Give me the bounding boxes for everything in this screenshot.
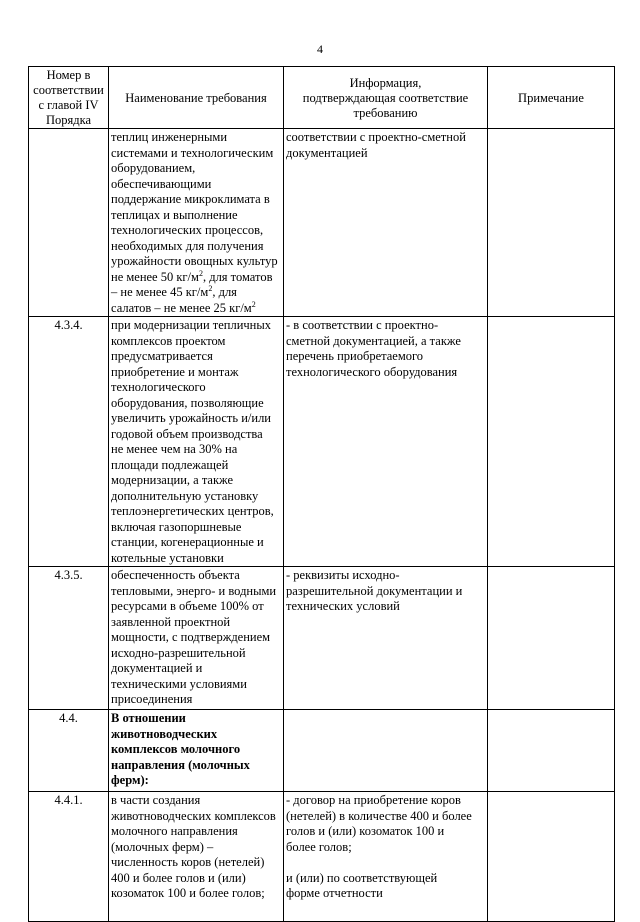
header-requirement-name: Наименование требования [109,67,284,129]
confirming-info: - реквизиты исходно- разрешительной документации и технических условий [284,567,488,710]
table-row [29,129,615,317]
note-cell [488,317,615,567]
requirement-name: обеспеченность объекта тепловыми, энерго- и водными ресурсами в объеме 100% от заявленной проектной мощности, с подтверждением исходно-разрешительной документацией и техническими условиями присоединения [109,567,284,710]
row-number: 4.3.4. [29,317,109,567]
confirming-info: - в соответствии с проектно- сметной документацией, а также перечень приобретаемого технологического оборудования [284,317,488,567]
row-number [29,129,109,317]
note-cell [488,710,615,792]
row-number: 4.3.5. [29,567,109,710]
requirement-name: при модернизации тепличных комплексов проектом предусматривается приобретение и монтаж технологического оборудования, позволяющие увеличить урожайность и/или годовой объем производства не менее чем на 30% на площади подлежащей модернизации, а также дополнительную установку теплоэнергетических центров, включая газопоршневые станции, когенерационные и котельные установки [109,317,284,567]
table-row [29,710,615,792]
note-cell [488,129,615,317]
table-row [29,317,615,567]
table-row [29,792,615,922]
confirming-info: соответствии с проектно-сметной документацией [284,129,488,317]
table-header-row [29,67,615,129]
row-number: 4.4.1. [29,792,109,922]
note-cell [488,567,615,710]
requirement-name: в части создания животноводческих комплексов молочного направления (молочных ферм) – численность коров (нетелей) 400 и более голов и (или) козоматок 100 и более голов; [109,792,284,922]
confirming-info: - договор на приобретение коров (нетелей) в количестве 400 и более голов и (или) козоматок 100 и более голов; и (или) по соответствующей форме отчетности [284,792,488,922]
table-row [29,567,615,710]
page-number: 4 [317,42,323,56]
row-number: 4.4. [29,710,109,792]
requirement-name: теплиц инженерными системами и технологическим оборудованием, обеспечивающими поддержание микроклимата в теплицах и выполнение технологических процессов, необходимых для получения урожайности овощных культур не менее 50 $кг/м^2$, для томатов – не менее 45 $кг/м^2$, для салатов – не менее 25 $кг/м^2$ [109,129,284,317]
requirements-table [28,66,615,922]
note-cell [488,792,615,922]
header-note: Примечание [488,67,615,129]
confirming-info [284,710,488,792]
header-confirming-info: Информация, подтверждающая соответствие требованию [284,67,488,129]
section-heading: В отношении животноводческих комплексов молочного направления (молочных ферм): [109,710,284,792]
header-number: Номер в соответствии с главой IV Порядка [29,67,109,129]
